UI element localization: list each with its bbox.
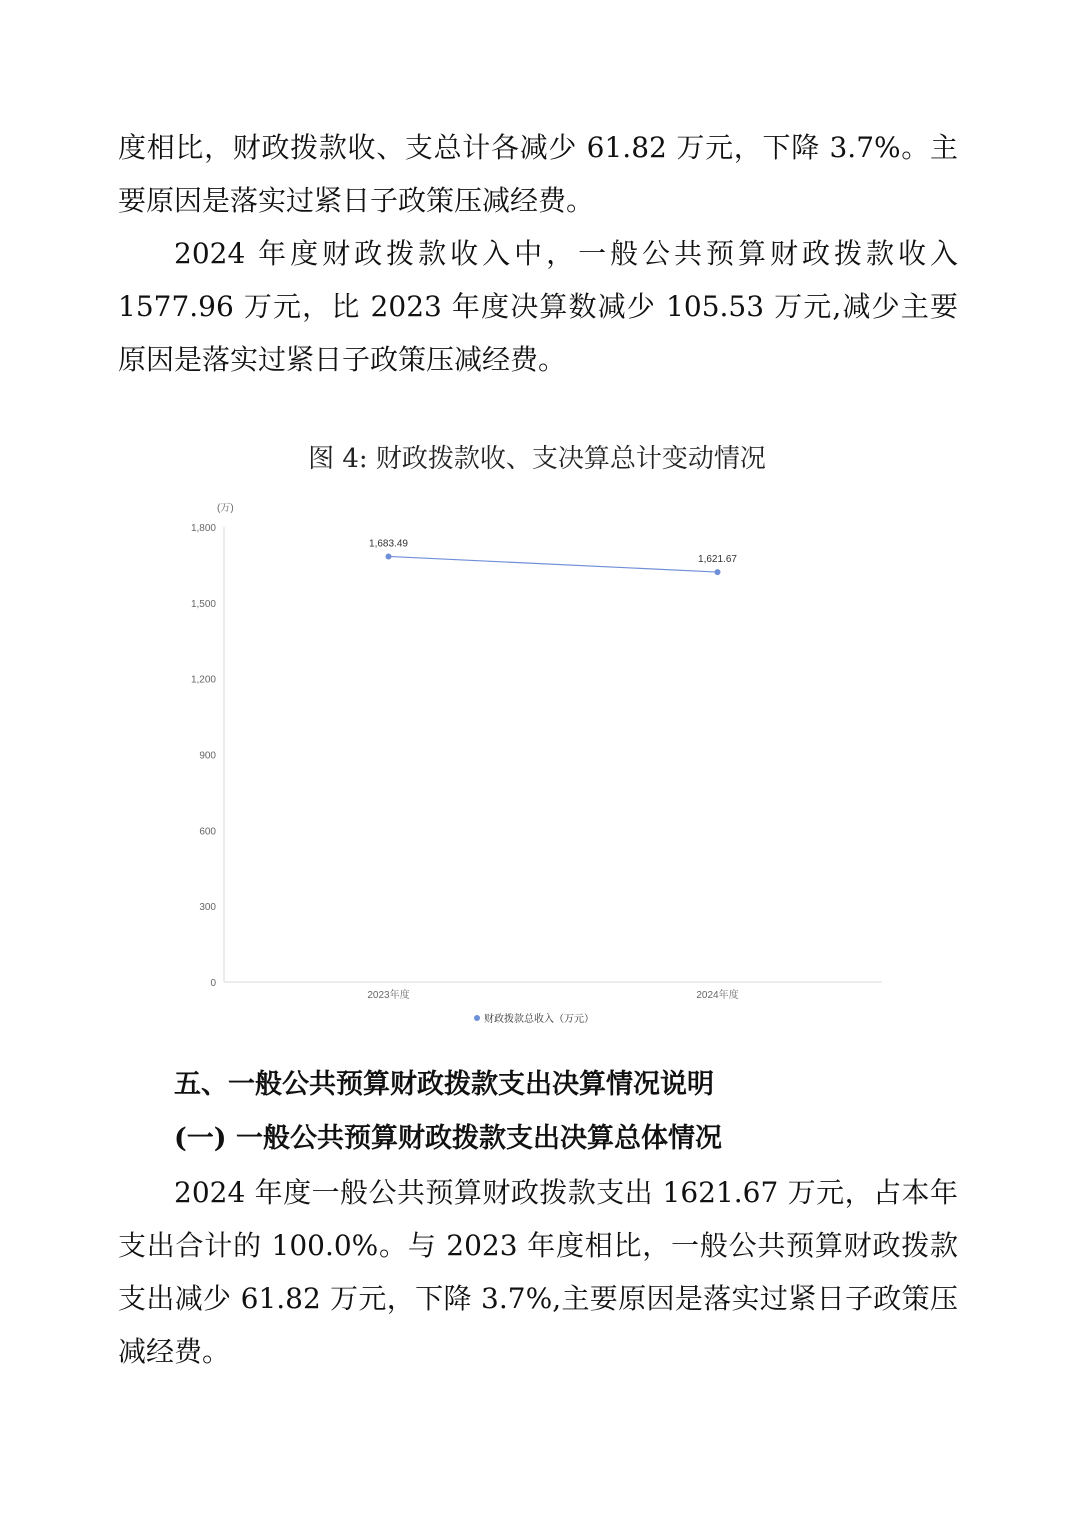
paragraph-2: 2024 年度财政拨款收入中，一般公共预算财政拨款收入 1577.96 万元，比 2023 年度决算数减少 105.53 万元,减少主要原因是落实过紧日子政策压减经费。 bbox=[118, 237, 958, 376]
series-line bbox=[389, 556, 718, 572]
data-label: 1,621.67 bbox=[698, 554, 737, 566]
figure-caption: 图 4: 财政拨款收、支决算总计变动情况 bbox=[308, 444, 766, 474]
y-tick-label: 1,200 bbox=[190, 674, 216, 686]
y-axis-unit-label: (万) bbox=[217, 503, 234, 514]
x-tick-label: 2024年度 bbox=[696, 990, 739, 1001]
section-subheading: (一) 一般公共预算财政拨款支出决算总体情况 bbox=[174, 1123, 722, 1154]
data-point bbox=[715, 569, 721, 575]
y-tick-label: 1,500 bbox=[190, 598, 216, 610]
y-tick-label: 600 bbox=[199, 826, 216, 838]
section-heading: 五、一般公共预算财政拨款支出决算情况说明 bbox=[174, 1069, 714, 1100]
y-tick-label: 900 bbox=[199, 750, 216, 762]
paragraph-3: 2024 年度一般公共预算财政拨款支出 1621.67 万元，占本年支出合计的 100.0%。与 2023 年度相比，一般公共预算财政拨款支出减少 61.82 万元，下降 3.7%,主要原因是落实过紧日子政策压减经费。 bbox=[118, 1176, 958, 1368]
x-tick-label: 2023年度 bbox=[367, 990, 410, 1001]
y-tick-label: 1,800 bbox=[190, 523, 216, 534]
y-tick-label: 0 bbox=[210, 978, 216, 989]
legend-marker bbox=[474, 1015, 480, 1021]
legend-label: 财政拨款总收入（万元） bbox=[484, 1014, 594, 1025]
paragraph-1: 度相比，财政拨款收、支总计各减少 61.82 万元，下降 3.7%。主要原因是落实过紧日子政策压减经费。 bbox=[118, 131, 958, 217]
y-tick-label: 300 bbox=[199, 902, 216, 914]
data-point bbox=[386, 553, 392, 559]
data-label: 1,683.49 bbox=[369, 538, 408, 550]
